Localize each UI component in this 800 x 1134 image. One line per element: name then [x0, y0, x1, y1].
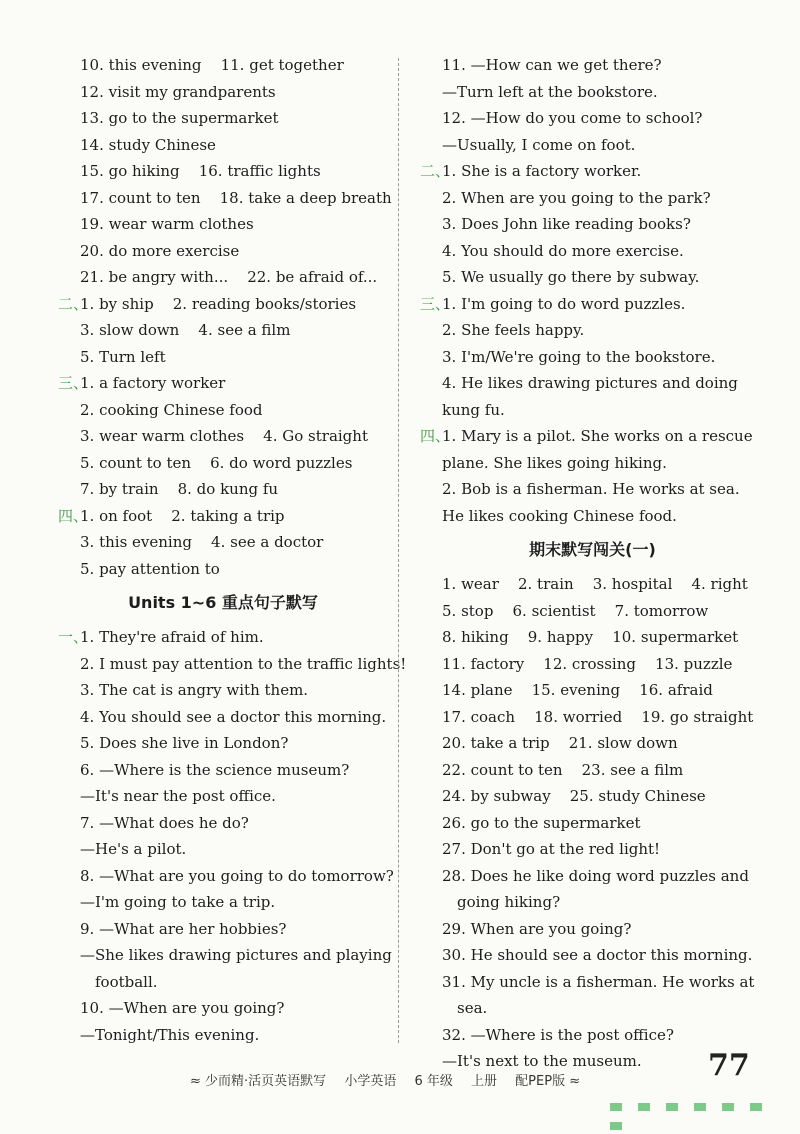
- answer-text: 22. count to ten 23. see a film: [442, 760, 684, 779]
- answer-line: [420, 757, 765, 784]
- answer-line: [420, 370, 765, 397]
- section-marker: 四、: [420, 427, 451, 445]
- answer-text: 27. Don't go at the red light!: [442, 840, 661, 858]
- answer-text: 11. —How can we get there?: [442, 56, 662, 74]
- answer-text: 17. coach 18. worried 19. go straight: [442, 707, 754, 726]
- answer-text: going hiking?: [457, 893, 561, 911]
- answer-line: [58, 79, 388, 106]
- answer-text: 29. When are you going?: [442, 919, 632, 938]
- answer-text: 14. study Chinese: [80, 135, 216, 154]
- answer-text: 4. You should do more exercise.: [442, 241, 684, 260]
- answer-line: [420, 598, 765, 625]
- answer-text: —She likes drawing pictures and playing: [80, 946, 392, 964]
- answer-text: 30. He should see a doctor this morning.: [442, 946, 753, 964]
- page-footer: [190, 1070, 594, 1089]
- answer-line: [58, 370, 388, 397]
- section-marker: 二、: [58, 294, 89, 313]
- answer-text: 1. She is a factory worker.: [442, 162, 642, 180]
- answer-text: sea.: [457, 999, 488, 1017]
- answer-text: 5. stop 6. scientist 7. tomorrow: [442, 601, 709, 620]
- answer-line: [58, 264, 388, 291]
- answer-line: [420, 423, 765, 450]
- answer-line: [58, 889, 388, 916]
- answer-text: 6. —Where is the science museum?: [80, 760, 350, 779]
- answer-line: [420, 476, 765, 503]
- answer-text: 10. this evening 11. get together: [80, 56, 344, 74]
- answer-line: [420, 317, 765, 344]
- answer-line: [420, 264, 765, 291]
- answer-line: [420, 450, 765, 477]
- answer-line: [58, 423, 388, 450]
- answer-text: —Tonight/This evening.: [80, 1025, 260, 1044]
- answer-text: kung fu.: [442, 400, 505, 419]
- answer-text: 1. a factory worker: [80, 374, 226, 392]
- answer-line: [58, 317, 388, 344]
- answer-line: [420, 503, 765, 530]
- answer-text: 9. —What are her hobbies?: [80, 919, 287, 938]
- answer-line: [58, 158, 388, 185]
- answer-text: 2. When are you going to the park?: [442, 188, 711, 207]
- answer-text: 5. Turn left: [80, 347, 166, 366]
- answer-line: [58, 916, 388, 943]
- answer-line: [58, 942, 392, 969]
- answer-line: [420, 836, 765, 863]
- answer-line: [58, 677, 388, 704]
- section-marker: 二、: [420, 162, 451, 180]
- section-marker: 三、: [420, 294, 451, 313]
- answer-text: 2. I must pay attention to the traffic lights!: [80, 654, 407, 673]
- answer-text: 3. I'm/We're going to the bookstore.: [442, 347, 716, 366]
- answer-text: —It's next to the museum.: [442, 1052, 642, 1070]
- answer-text: 3. Does John like reading books?: [442, 215, 691, 233]
- answer-text: 1. Mary is a pilot. She works on a rescue: [442, 427, 753, 445]
- answer-text: 3. this evening 4. see a doctor: [80, 533, 324, 551]
- page-number: 77: [708, 1048, 750, 1083]
- answer-text: 5. count to ten 6. do word puzzles: [80, 453, 353, 472]
- answer-line: [58, 132, 388, 159]
- answer-text: plane. She likes going hiking.: [442, 453, 667, 472]
- answer-text: 26. go to the supermarket: [442, 813, 641, 832]
- footer-edition: 配PEP版 ≈: [515, 1074, 581, 1089]
- answer-text: 3. wear warm clothes 4. Go straight: [80, 427, 368, 445]
- answer-line: [420, 211, 765, 238]
- answer-line: [58, 503, 388, 530]
- answer-text: 1. wear 2. train 3. hospital 4. right: [442, 575, 748, 593]
- answer-text: 31. My uncle is a fisherman. He works at: [442, 972, 755, 991]
- answer-text: —I'm going to take a trip.: [80, 893, 276, 911]
- answer-line: [58, 105, 388, 132]
- answer-text: 24. by subway 25. study Chinese: [442, 787, 706, 805]
- answer-text: 21. be angry with... 22. be afraid of...: [80, 268, 378, 286]
- decorative-squares: [610, 1096, 800, 1134]
- answer-text: 8. hiking 9. happy 10. supermarket: [442, 628, 739, 646]
- answer-text: 4. He likes drawing pictures and doing: [442, 374, 738, 392]
- answer-line: [420, 52, 765, 79]
- answer-line: [58, 863, 394, 890]
- answer-line: [420, 344, 765, 371]
- answer-text: 8. —What are you going to do tomorrow?: [80, 866, 394, 885]
- answer-line: [58, 556, 388, 583]
- answer-text: 14. plane 15. evening 16. afraid: [442, 681, 713, 699]
- answer-line: [58, 476, 388, 503]
- answer-text: 12. visit my grandparents: [80, 82, 276, 101]
- answer-line: [420, 916, 765, 943]
- answer-text: 32. —Where is the post office?: [442, 1025, 674, 1044]
- footer-brand: ≈ 少而精·活页英语默写: [190, 1074, 327, 1089]
- answer-text: 5. We usually go there by subway.: [442, 268, 700, 286]
- answer-line: [420, 995, 765, 1022]
- footer-subject: 小学英语: [344, 1074, 397, 1089]
- answer-line: [58, 52, 388, 79]
- answer-line: [58, 397, 388, 424]
- answer-line: [420, 79, 765, 106]
- answer-text: —It's near the post office.: [80, 787, 276, 805]
- footer-volume: 上册: [471, 1074, 498, 1089]
- answer-line: [420, 571, 765, 598]
- answer-text: 13. go to the supermarket: [80, 109, 279, 127]
- answer-text: 3. slow down 4. see a film: [80, 321, 291, 339]
- left-column: [58, 52, 407, 1048]
- right-column: [420, 52, 765, 1075]
- answer-line: [420, 651, 765, 678]
- answer-line: [420, 291, 765, 318]
- answer-text: 7. —What does he do?: [80, 813, 249, 832]
- answer-line: [420, 158, 765, 185]
- answer-line: [58, 450, 388, 477]
- answer-text: 5. pay attention to: [80, 559, 220, 578]
- answer-line: [420, 1022, 765, 1049]
- answer-text: 3. The cat is angry with them.: [80, 681, 309, 699]
- answer-line: [58, 624, 388, 651]
- answer-line: [420, 238, 765, 265]
- answer-text: 17. count to ten 18. take a deep breath: [80, 188, 392, 207]
- answer-line: [58, 238, 388, 265]
- answer-line: [58, 836, 388, 863]
- answer-text: football.: [95, 972, 158, 991]
- answer-line: [58, 969, 388, 996]
- section-heading: 期末默写闯关(一): [529, 540, 656, 559]
- section-heading: Units 1~6 重点句子默写: [128, 593, 318, 612]
- answer-line: [58, 757, 388, 784]
- answer-text: 1. I'm going to do word puzzles.: [442, 294, 686, 313]
- answer-line: [420, 863, 765, 890]
- answer-line: [420, 677, 765, 704]
- answer-text: 11. factory 12. crossing 13. puzzle: [442, 654, 733, 673]
- answer-text: 7. by train 8. do kung fu: [80, 480, 279, 498]
- answer-line: [58, 810, 388, 837]
- answer-text: 20. take a trip 21. slow down: [442, 734, 678, 752]
- answer-line: [58, 344, 388, 371]
- answer-text: 1. by ship 2. reading books/stories: [80, 294, 357, 313]
- answer-line: [58, 211, 388, 238]
- answer-line: [58, 529, 388, 556]
- answer-text: 2. cooking Chinese food: [80, 400, 263, 419]
- answer-text: 4. You should see a doctor this morning.: [80, 707, 387, 726]
- column-divider: [398, 58, 399, 1043]
- answer-line: [420, 783, 765, 810]
- answer-text: He likes cooking Chinese food.: [442, 506, 677, 525]
- answer-line: [420, 942, 765, 969]
- answer-line: [420, 185, 765, 212]
- answer-line: [420, 810, 765, 837]
- answer-line: [58, 995, 388, 1022]
- answer-line: [420, 704, 765, 731]
- answer-line: [420, 397, 765, 424]
- answer-line: [58, 783, 388, 810]
- section-marker: 三、: [58, 374, 89, 392]
- answer-text: 12. —How do you come to school?: [442, 109, 703, 127]
- answer-text: 5. Does she live in London?: [80, 734, 289, 752]
- answer-text: 15. go hiking 16. traffic lights: [80, 162, 321, 180]
- answer-line: [58, 1022, 388, 1049]
- answer-line: [420, 969, 765, 996]
- answer-line: [420, 105, 765, 132]
- section-marker: 四、: [58, 506, 89, 525]
- answer-text: —Turn left at the bookstore.: [442, 82, 658, 101]
- answer-text: —Usually, I come on foot.: [442, 135, 636, 154]
- answer-text: 2. Bob is a fisherman. He works at sea.: [442, 480, 740, 498]
- answer-text: 10. —When are you going?: [80, 999, 285, 1017]
- footer-grade: 6 年级: [414, 1074, 453, 1089]
- answer-line: [58, 730, 388, 757]
- answer-text: 2. She feels happy.: [442, 321, 585, 339]
- answer-line: [420, 132, 765, 159]
- answer-line: [420, 624, 765, 651]
- answer-text: 28. Does he like doing word puzzles and: [442, 866, 749, 885]
- answer-text: 1. They're afraid of him.: [80, 628, 264, 646]
- section-marker: 一、: [58, 628, 89, 646]
- answer-line: [420, 730, 765, 757]
- answer-text: 1. on foot 2. taking a trip: [80, 506, 285, 525]
- answer-line: [420, 889, 765, 916]
- answer-text: 20. do more exercise: [80, 241, 240, 260]
- answer-text: 19. wear warm clothes: [80, 215, 254, 233]
- answer-line: [58, 291, 388, 318]
- answer-line: [58, 704, 388, 731]
- answer-line: [58, 185, 392, 212]
- answer-line: [58, 651, 407, 678]
- answer-text: —He's a pilot.: [80, 840, 187, 858]
